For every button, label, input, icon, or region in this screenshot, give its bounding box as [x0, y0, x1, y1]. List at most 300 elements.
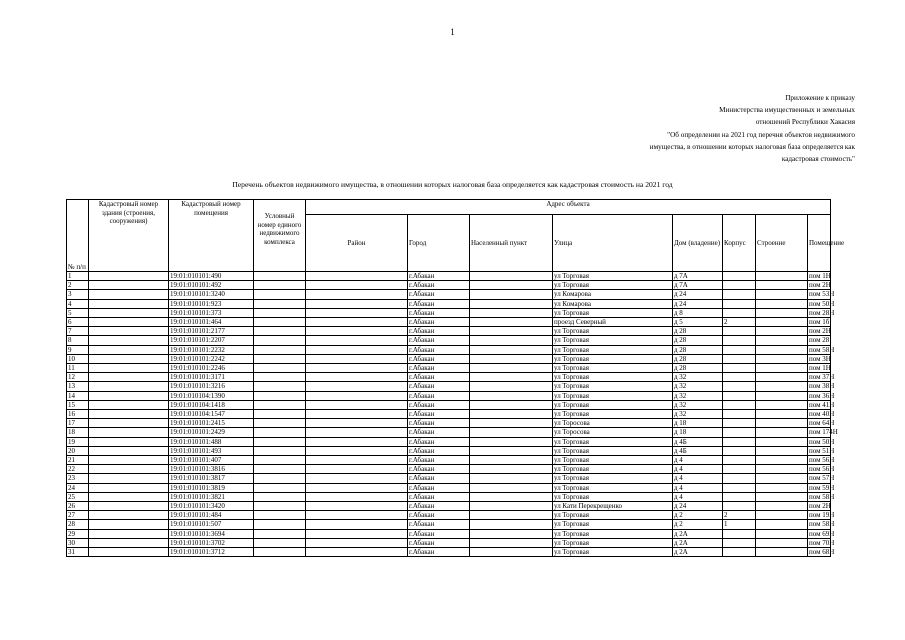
table-row	[67, 465, 831, 474]
cell-district	[306, 336, 408, 345]
cell-building-structure	[756, 428, 808, 437]
cell-room-cadastral: 19:01:010101:2429	[169, 428, 254, 437]
cell-building-structure	[756, 456, 808, 465]
cell-street: ул Торговая	[553, 538, 673, 547]
cell-house: д 28	[673, 364, 723, 373]
cell-room-cadastral: 19:01:010101:2415	[169, 419, 254, 428]
header-korpus: Корпус	[723, 215, 756, 272]
cell-city: г.Абакан	[408, 318, 470, 327]
cell-complex-number	[254, 428, 306, 437]
cell-district	[306, 483, 408, 492]
cell-street: ул Торговая	[553, 391, 673, 400]
cell-street: ул Торговая	[553, 400, 673, 409]
cell-number: 31	[67, 548, 89, 557]
cell-building-structure	[756, 437, 808, 446]
cell-premises: пом 2Н	[809, 327, 831, 336]
cell-city: г.Абакан	[408, 548, 470, 557]
cell-room-cadastral: 19:01:010101:2232	[169, 345, 254, 354]
cell-city: г.Абакан	[408, 327, 470, 336]
cell-district	[306, 400, 408, 409]
cell-street: ул Торговая	[553, 327, 673, 336]
cell-complex-number	[254, 354, 306, 363]
cell-premises: пом 1Н	[809, 272, 831, 280]
header-city: Город	[408, 215, 470, 272]
cell-house: д 28	[673, 354, 723, 363]
cell-house: д 32	[673, 391, 723, 400]
cell-number: 23	[67, 474, 89, 483]
cell-premises: пом 50Н	[809, 299, 835, 308]
cell-building-structure	[756, 502, 808, 511]
cell-korpus	[723, 529, 756, 538]
header-premises: Помещение	[808, 215, 831, 272]
cell-building-cadastral	[89, 345, 169, 354]
cell-korpus	[723, 428, 756, 437]
cell-korpus	[723, 538, 756, 547]
cell-district	[306, 502, 408, 511]
cell-city: г.Абакан	[408, 419, 470, 428]
cell-city: г.Абакан	[408, 483, 470, 492]
cell-house: д 24	[673, 299, 723, 308]
cell-korpus: 2	[723, 511, 756, 520]
cell-building-cadastral	[89, 354, 169, 363]
cell-number: 18	[67, 428, 89, 437]
cell-premises: пом 1б	[809, 318, 830, 327]
cell-korpus	[723, 456, 756, 465]
cell-building-cadastral	[89, 272, 169, 281]
cell-room-cadastral: 19:01:010101:923	[169, 299, 254, 308]
cell-complex-number	[254, 437, 306, 446]
cell-complex-number	[254, 391, 306, 400]
cell-building-cadastral	[89, 474, 169, 483]
cell-premises: пом 37Н	[809, 373, 835, 382]
cell-house: д 2А	[673, 529, 723, 538]
cell-city: г.Абакан	[408, 428, 470, 437]
cell-number: 15	[67, 400, 89, 409]
cell-house: д 7А	[673, 272, 723, 281]
cell-district	[306, 373, 408, 382]
cell-settlement	[470, 474, 553, 483]
cell-city: г.Абакан	[408, 492, 470, 501]
cell-korpus	[723, 382, 756, 391]
header-complex-number: Условный номер единого недвижимого комплекса	[254, 200, 306, 272]
cell-city: г.Абакан	[408, 474, 470, 483]
cell-building-structure	[756, 308, 808, 317]
cell-premises: пом 53Н	[809, 290, 835, 299]
table-row	[67, 474, 831, 483]
cell-korpus	[723, 502, 756, 511]
cell-settlement	[470, 437, 553, 446]
cell-complex-number	[254, 511, 306, 520]
cell-building-cadastral	[89, 446, 169, 455]
cell-settlement	[470, 410, 553, 419]
cell-number: 7	[67, 327, 89, 336]
cell-korpus	[723, 354, 756, 363]
cell-street: ул Торговая	[553, 492, 673, 501]
cell-korpus	[723, 272, 756, 281]
cell-city: г.Абакан	[408, 529, 470, 538]
cell-street: ул Торговая	[553, 272, 673, 281]
cell-number: 2	[67, 281, 89, 290]
cell-building-cadastral	[89, 410, 169, 419]
cell-building-cadastral	[89, 492, 169, 501]
cell-number: 5	[67, 308, 89, 317]
cell-street: ул Торговая	[553, 446, 673, 455]
cell-city: г.Абакан	[408, 437, 470, 446]
cell-number: 12	[67, 373, 89, 382]
cell-city: г.Абакан	[408, 511, 470, 520]
cell-building-structure	[756, 483, 808, 492]
cell-city: г.Абакан	[408, 345, 470, 354]
cell-district	[306, 345, 408, 354]
cell-house: д 32	[673, 400, 723, 409]
cell-number: 25	[67, 492, 89, 501]
table-row	[67, 336, 831, 345]
cell-street: ул Торговая	[553, 511, 673, 520]
table-row	[67, 272, 831, 281]
cell-building-structure	[756, 446, 808, 455]
cell-room-cadastral: 19:01:010101:3171	[169, 373, 254, 382]
header-district: Район	[306, 215, 408, 272]
cell-complex-number	[254, 538, 306, 547]
cell-korpus	[723, 373, 756, 382]
cell-district	[306, 290, 408, 299]
cell-number: 28	[67, 520, 89, 529]
cell-house: д 4	[673, 465, 723, 474]
cell-premises: пом 59Н	[809, 483, 835, 492]
cell-city: г.Абакан	[408, 308, 470, 317]
cell-city: г.Абакан	[408, 272, 470, 281]
cell-house: д 4	[673, 492, 723, 501]
cell-district	[306, 419, 408, 428]
cell-street: ул Торговая	[553, 465, 673, 474]
cell-house: д 18	[673, 419, 723, 428]
cell-building-cadastral	[89, 281, 169, 290]
cell-city: г.Абакан	[408, 446, 470, 455]
cell-city: г.Абакан	[408, 281, 470, 290]
cell-premises: пом 174Н	[809, 428, 838, 437]
cell-number: 9	[67, 345, 89, 354]
table-row	[67, 511, 831, 520]
table-row	[67, 483, 831, 492]
cell-settlement	[470, 308, 553, 317]
table-row	[67, 410, 831, 419]
cell-house: д 7А	[673, 281, 723, 290]
cell-premises: пом 51Н	[809, 446, 835, 455]
cell-district	[306, 474, 408, 483]
cell-street: ул Торговая	[553, 437, 673, 446]
cell-district	[306, 511, 408, 520]
appendix-line: "Об определении на 2021 год перечня объектов недвижимого	[667, 130, 855, 139]
cell-number: 3	[67, 290, 89, 299]
cell-premises: пом 38Н	[809, 382, 835, 391]
cell-premises: пом 28	[809, 336, 830, 345]
cell-building-cadastral	[89, 465, 169, 474]
cell-building-structure	[756, 272, 808, 281]
cell-premises: пом 1Н	[809, 364, 831, 373]
cell-premises: пом 2Н	[809, 502, 831, 511]
cell-street: ул Торговая	[553, 345, 673, 354]
cell-room-cadastral: 19:01:010101:3821	[169, 492, 254, 501]
cell-korpus	[723, 345, 756, 354]
cell-house: д 2А	[673, 548, 723, 557]
cell-street: ул Комарова	[553, 290, 673, 299]
cell-building-structure	[756, 327, 808, 336]
cell-room-cadastral: 19:01:010101:492	[169, 281, 254, 290]
cell-room-cadastral: 19:01:010101:407	[169, 456, 254, 465]
cell-settlement	[470, 299, 553, 308]
cell-settlement	[470, 428, 553, 437]
cell-room-cadastral: 19:01:010101:484	[169, 511, 254, 520]
cell-house: д 4	[673, 456, 723, 465]
header-building-cadastral: Кадастровый номер здания (строения, сооружения)	[89, 200, 169, 272]
cell-street: ул Торговая	[553, 354, 673, 363]
cell-korpus	[723, 465, 756, 474]
cell-premises: пом 70Н	[809, 538, 835, 547]
cell-korpus	[723, 336, 756, 345]
cell-number: 16	[67, 410, 89, 419]
cell-building-structure	[756, 529, 808, 538]
cell-building-structure	[756, 400, 808, 409]
cell-settlement	[470, 272, 553, 281]
cell-room-cadastral: 19:01:010101:373	[169, 308, 254, 317]
cell-district	[306, 410, 408, 419]
cell-street: ул Кати Перекрещенко	[553, 502, 673, 511]
cell-room-cadastral: 19:01:010101:464	[169, 318, 254, 327]
cell-korpus	[723, 492, 756, 501]
cell-number: 14	[67, 391, 89, 400]
cell-street: ул Торговая	[553, 308, 673, 317]
table-row	[67, 529, 831, 538]
cell-city: г.Абакан	[408, 465, 470, 474]
cell-city: г.Абакан	[408, 520, 470, 529]
cell-street: ул Торосова	[553, 419, 673, 428]
cell-premises: пом 41Н	[809, 400, 835, 409]
cell-room-cadastral: 19:01:010101:2177	[169, 327, 254, 336]
cell-street: ул Торговая	[553, 456, 673, 465]
cell-house: д 24	[673, 502, 723, 511]
cell-house: д 4Б	[673, 446, 723, 455]
cell-complex-number	[254, 520, 306, 529]
cell-settlement	[470, 327, 553, 336]
header-room-cadastral: Кадастровый номер помещения	[169, 200, 254, 272]
cell-building-structure	[756, 354, 808, 363]
appendix-line: отношений Республики Хакасия	[755, 118, 855, 127]
cell-district	[306, 529, 408, 538]
cell-complex-number	[254, 308, 306, 317]
cell-building-structure	[756, 391, 808, 400]
cell-complex-number	[254, 446, 306, 455]
cell-room-cadastral: 19:01:010101:2207	[169, 336, 254, 345]
cell-premises: пом 69Н	[809, 529, 835, 538]
cell-room-cadastral: 19:01:010101:3816	[169, 465, 254, 474]
cell-room-cadastral: 19:01:010101:2246	[169, 364, 254, 373]
cell-district	[306, 272, 408, 281]
cell-street: ул Торговая	[553, 281, 673, 290]
table-row	[67, 290, 831, 299]
cell-number: 24	[67, 483, 89, 492]
cell-complex-number	[254, 400, 306, 409]
cell-building-cadastral	[89, 382, 169, 391]
cell-settlement	[470, 318, 553, 327]
cell-house: д 2	[673, 520, 723, 529]
cell-building-cadastral	[89, 548, 169, 557]
cell-house: д 28	[673, 345, 723, 354]
cell-house: д 5	[673, 318, 723, 327]
cell-complex-number	[254, 474, 306, 483]
table-row	[67, 382, 831, 391]
cell-settlement	[470, 465, 553, 474]
cell-district	[306, 446, 408, 455]
cell-district	[306, 548, 408, 557]
cell-district	[306, 456, 408, 465]
cell-settlement	[470, 336, 553, 345]
cell-house: д 2	[673, 511, 723, 520]
cell-house: д 4	[673, 474, 723, 483]
cell-number: 1	[67, 272, 89, 281]
table-row	[67, 520, 831, 529]
cell-settlement	[470, 281, 553, 290]
cell-building-cadastral	[89, 428, 169, 437]
cell-complex-number	[254, 281, 306, 290]
cell-street: ул Торговая	[553, 382, 673, 391]
table-row	[67, 308, 831, 317]
table-row	[67, 456, 831, 465]
cell-house: д 32	[673, 410, 723, 419]
cell-korpus	[723, 290, 756, 299]
table-row	[67, 327, 831, 336]
cell-street: ул Торосова	[553, 428, 673, 437]
cell-district	[306, 492, 408, 501]
cell-complex-number	[254, 382, 306, 391]
cell-building-cadastral	[89, 308, 169, 317]
cell-premises: пом 68Н	[809, 548, 835, 557]
cell-district	[306, 354, 408, 363]
cell-room-cadastral: 19:01:010101:3216	[169, 382, 254, 391]
cell-room-cadastral: 19:01:010101:490	[169, 272, 254, 281]
table-row	[67, 437, 831, 446]
cell-building-cadastral	[89, 391, 169, 400]
cell-building-structure	[756, 520, 808, 529]
cell-premises: пом 40Н	[809, 410, 835, 419]
cell-premises: пом 58Н	[809, 345, 835, 354]
table-row	[67, 548, 831, 557]
cell-korpus	[723, 400, 756, 409]
table-row	[67, 502, 831, 511]
cell-district	[306, 428, 408, 437]
cell-premises: пом 19Н	[809, 511, 835, 520]
cell-city: г.Абакан	[408, 410, 470, 419]
cell-korpus	[723, 446, 756, 455]
cell-street: ул Торговая	[553, 548, 673, 557]
cell-building-structure	[756, 410, 808, 419]
cell-room-cadastral: 19:01:010101:3240	[169, 290, 254, 299]
cell-number: 10	[67, 354, 89, 363]
cell-settlement	[470, 345, 553, 354]
cell-complex-number	[254, 410, 306, 419]
cell-korpus	[723, 308, 756, 317]
cell-house: д 4Б	[673, 437, 723, 446]
cell-building-cadastral	[89, 327, 169, 336]
table-row	[67, 354, 831, 363]
cell-premises: пом 58Н	[809, 520, 835, 529]
cell-complex-number	[254, 456, 306, 465]
cell-street: ул Торговая	[553, 520, 673, 529]
cell-street: проезд Северный	[553, 318, 673, 327]
table-header-row	[67, 200, 831, 215]
cell-number: 17	[67, 419, 89, 428]
cell-building-cadastral	[89, 520, 169, 529]
cell-complex-number	[254, 529, 306, 538]
cell-street: ул Торговая	[553, 529, 673, 538]
cell-korpus	[723, 299, 756, 308]
cell-room-cadastral: 19:01:010101:2242	[169, 354, 254, 363]
cell-complex-number	[254, 492, 306, 501]
cell-city: г.Абакан	[408, 456, 470, 465]
table-row	[67, 492, 831, 501]
cell-room-cadastral: 19:01:010101:488	[169, 437, 254, 446]
cell-room-cadastral: 19:01:010101:507	[169, 520, 254, 529]
table-row	[67, 428, 831, 437]
cell-settlement	[470, 538, 553, 547]
cell-settlement	[470, 456, 553, 465]
cell-complex-number	[254, 483, 306, 492]
cell-building-structure	[756, 419, 808, 428]
cell-district	[306, 465, 408, 474]
cell-building-structure	[756, 336, 808, 345]
cell-building-cadastral	[89, 529, 169, 538]
cell-premises: пом 28Н	[809, 308, 835, 317]
appendix-line: имущества, в отношении которых налоговая база определяется как	[649, 142, 855, 151]
cell-house: д 18	[673, 428, 723, 437]
cell-number: 13	[67, 382, 89, 391]
cell-house: д 32	[673, 382, 723, 391]
cell-premises: пом 50Н	[809, 437, 835, 446]
cell-street: ул Торговая	[553, 483, 673, 492]
cell-korpus	[723, 474, 756, 483]
cell-premises: пом 56Н	[809, 465, 835, 474]
table-row	[67, 446, 831, 455]
cell-number: 22	[67, 465, 89, 474]
table-row	[67, 419, 831, 428]
cell-number: 4	[67, 299, 89, 308]
appendix-line: Министерства имущественных и земельных	[719, 106, 855, 115]
cell-house: д 32	[673, 373, 723, 382]
cell-room-cadastral: 19:01:010101:3702	[169, 538, 254, 547]
table-row	[67, 538, 831, 547]
cell-korpus	[723, 437, 756, 446]
cell-street: ул Торговая	[553, 474, 673, 483]
cell-building-structure	[756, 382, 808, 391]
cell-city: г.Абакан	[408, 502, 470, 511]
cell-city: г.Абакан	[408, 538, 470, 547]
cell-room-cadastral: 19:01:010101:3694	[169, 529, 254, 538]
cell-building-cadastral	[89, 364, 169, 373]
cell-premises: пом 3Н	[809, 354, 831, 363]
cell-city: г.Абакан	[408, 290, 470, 299]
cell-street: ул Торговая	[553, 410, 673, 419]
cell-complex-number	[254, 272, 306, 281]
cell-district	[306, 520, 408, 529]
cell-building-cadastral	[89, 299, 169, 308]
cell-building-cadastral	[89, 538, 169, 547]
table-body	[67, 272, 838, 557]
cell-room-cadastral: 19:01:010101:493	[169, 446, 254, 455]
cell-complex-number	[254, 548, 306, 557]
appendix-line: кадастровая стоимость"	[781, 155, 855, 164]
cell-korpus	[723, 548, 756, 557]
cell-settlement	[470, 548, 553, 557]
cell-house: д 28	[673, 327, 723, 336]
